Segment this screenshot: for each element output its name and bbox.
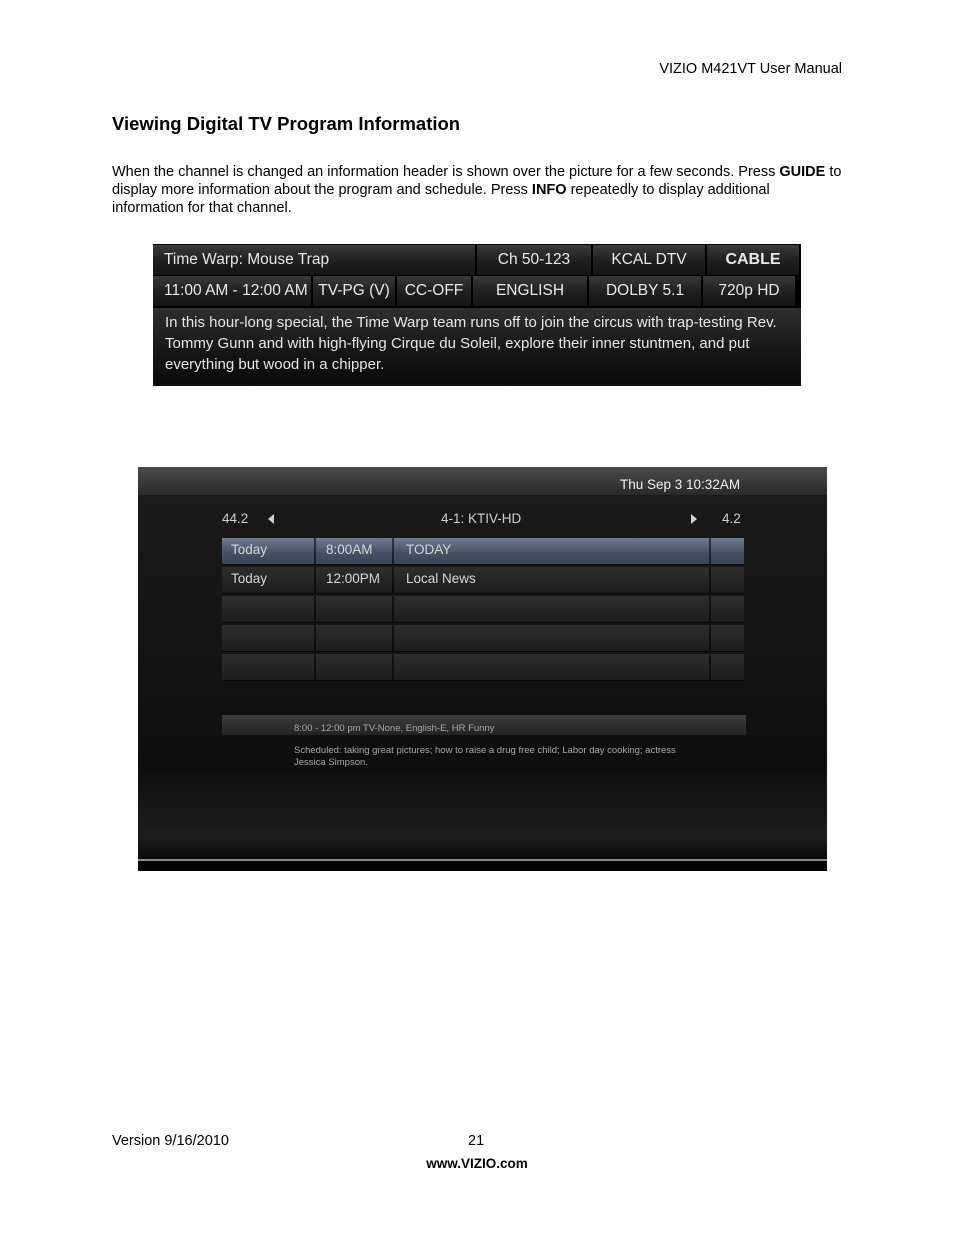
info-banner-screenshot <box>153 244 801 386</box>
resolution: 720p HD <box>703 276 795 306</box>
banner-row-2 <box>153 276 801 306</box>
intro-text-2: to display more information about the program and schedule. Press <box>112 164 842 198</box>
column-divider <box>314 538 316 564</box>
row-day: Today <box>231 571 268 586</box>
column-divider <box>392 625 394 651</box>
column-divider <box>392 567 394 593</box>
guide-datetime: Thu Sep 3 10:32AM <box>620 477 741 492</box>
website-url: www.VIZIO.com <box>426 1156 528 1171</box>
row-program: Local News <box>406 571 476 586</box>
rating: TV-PG (V) <box>313 276 395 306</box>
guide-row-empty[interactable] <box>222 625 744 652</box>
guide-bottom-bar <box>138 861 827 871</box>
column-divider <box>709 654 711 680</box>
guide-row-selected[interactable] <box>222 538 744 565</box>
current-channel-label: 4-1: KTIV-HD <box>441 511 522 526</box>
section-title: Viewing Digital TV Program Information <box>112 113 461 134</box>
program-guide-screenshot <box>138 467 827 871</box>
info-key-label: INFO <box>531 182 567 198</box>
column-divider <box>392 596 394 622</box>
column-divider <box>709 625 711 651</box>
row-day: Today <box>231 542 268 557</box>
manual-title: VIZIO M421VT User Manual <box>659 61 842 77</box>
guide-row[interactable] <box>222 567 744 594</box>
intro-paragraph <box>112 163 842 217</box>
column-divider <box>709 538 711 564</box>
guide-row-empty[interactable] <box>222 654 744 681</box>
guide-key-label: GUIDE <box>779 164 826 180</box>
channel-number: Ch 50-123 <box>477 245 591 275</box>
arrow-left-icon[interactable] <box>268 514 274 524</box>
program-details-line: 8:00 - 12:00 pm TV-None, English-E, HR Funny <box>294 723 495 734</box>
column-divider <box>314 596 316 622</box>
column-divider <box>392 654 394 680</box>
program-time: 11:00 AM - 12:00 AM <box>153 276 311 306</box>
column-divider <box>314 654 316 680</box>
program-description: In this hour-long special, the Time Warp team runs off to join the circus with trap-testing Rev. Tommy Gunn and with high-flying Cirque du Soleil, explore their inner stuntmen, and put everything but wood in a chipper. <box>153 308 801 386</box>
banner-row-1 <box>153 245 801 275</box>
program-details-description: Scheduled: taking great pictures; how to raise a drug free child; Labor day cooking; actress Jessica Simpson. <box>294 745 676 768</box>
intro-text-1: When the channel is changed an information header is shown over the picture for a few seconds. Press <box>112 164 780 180</box>
input-source: CABLE <box>707 245 799 275</box>
column-divider <box>709 596 711 622</box>
program-title: Time Warp: Mouse Trap <box>153 245 475 275</box>
intro-text-3: repeatedly to display additional information for that channel. <box>112 182 770 216</box>
column-divider <box>392 538 394 564</box>
arrow-right-icon[interactable] <box>691 514 697 524</box>
station-name: KCAL DTV <box>593 245 705 275</box>
guide-row-empty[interactable] <box>222 596 744 623</box>
version-label: Version 9/16/2010 <box>112 1133 229 1149</box>
row-time: 8:00AM <box>326 542 373 557</box>
page-number: 21 <box>468 1133 485 1149</box>
audio-format: DOLBY 5.1 <box>589 276 701 306</box>
audio-language: ENGLISH <box>473 276 587 306</box>
row-program: TODAY <box>406 542 452 557</box>
next-channel-label[interactable]: 4.2 <box>722 511 741 526</box>
prev-channel-label[interactable]: 44.2 <box>222 511 249 526</box>
column-divider <box>709 567 711 593</box>
column-divider <box>314 567 316 593</box>
closed-caption-status: CC-OFF <box>397 276 471 306</box>
row-time: 12:00PM <box>326 571 381 586</box>
column-divider <box>314 625 316 651</box>
